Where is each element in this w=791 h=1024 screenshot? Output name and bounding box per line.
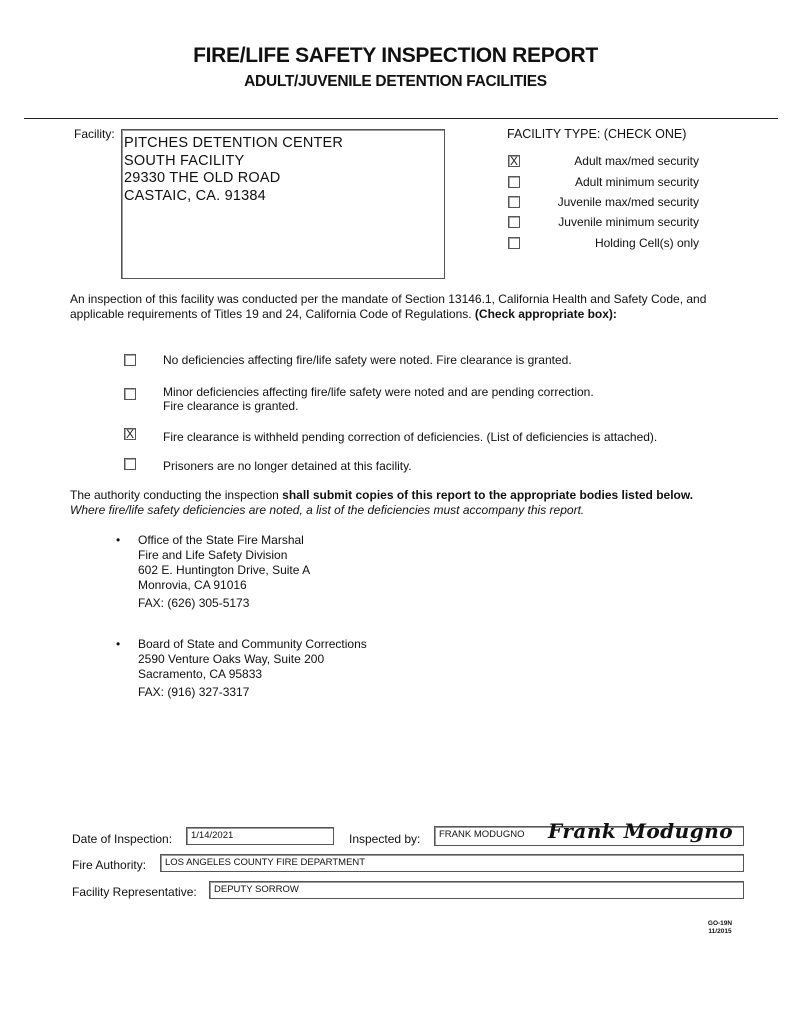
finding-checkbox-no-deficiencies[interactable] bbox=[124, 354, 136, 366]
inspected-by-label: Inspected by: bbox=[349, 832, 421, 846]
finding-label: Prisoners are no longer detained at this facility. bbox=[163, 459, 412, 473]
address-line: 602 E. Huntington Drive, Suite A bbox=[138, 563, 311, 577]
facility-line: SOUTH FACILITY bbox=[124, 152, 245, 169]
address-line: Sacramento, CA 95833 bbox=[138, 667, 263, 681]
facility-line: PITCHES DETENTION CENTER bbox=[124, 135, 344, 151]
inspector-signature: Frank Modugno bbox=[548, 819, 734, 843]
facility-type-title: FACILITY TYPE: (CHECK ONE) bbox=[507, 127, 687, 141]
inspection-mandate-text bbox=[70, 292, 710, 322]
finding-label bbox=[163, 385, 723, 413]
facility-type-checkbox-adult-max-med[interactable]: X bbox=[509, 154, 518, 168]
bullet-icon: • bbox=[116, 637, 121, 651]
facility-type-checkbox-juvenile-max-med[interactable] bbox=[508, 196, 520, 208]
facility-type-label: Holding Cell(s) only bbox=[594, 236, 699, 250]
mandate-text: An inspection of this facility was conducted per the mandate of Section 13146.1, California Health and Safety Code, and applicable requirements of Titles 19 and 24, California Code of Regulations. bbox=[70, 292, 707, 321]
facility-type-label: Juvenile minimum security bbox=[558, 215, 699, 229]
authority-text: The authority conducting the inspection bbox=[70, 488, 283, 502]
form-date: 11/2015 bbox=[708, 928, 732, 935]
facility-type-checkbox-holding-cells[interactable] bbox=[508, 237, 520, 249]
fire-authority-label: Fire Authority: bbox=[72, 858, 147, 872]
address-line: Fire and Life Safety Division bbox=[138, 548, 288, 562]
facility-type-checkbox-juvenile-minimum[interactable] bbox=[508, 216, 520, 228]
facility-type-checkbox-adult-minimum[interactable] bbox=[508, 176, 520, 188]
facility-line: CASTAIC, CA. 91384 bbox=[124, 187, 266, 204]
address-line: Office of the State Fire Marshal bbox=[138, 533, 304, 547]
facility-representative-label: Facility Representative: bbox=[72, 885, 197, 899]
facility-label: Facility: bbox=[74, 127, 115, 141]
finding-label-line: Fire clearance is granted. bbox=[163, 399, 299, 413]
form-code: GO-19N bbox=[707, 920, 733, 927]
recipient-address-bscc bbox=[138, 637, 367, 700]
inspector-name: FRANK MODUGNO bbox=[439, 829, 525, 840]
header-divider bbox=[24, 118, 778, 119]
facility-type-label: Adult max/med security bbox=[574, 154, 699, 168]
finding-checkbox-minor-deficiencies[interactable] bbox=[124, 388, 136, 400]
fire-authority-field[interactable]: LOS ANGELES COUNTY FIRE DEPARTMENT bbox=[160, 854, 744, 872]
authority-italic-text: Where fire/life safety deficiencies are noted, a list of the deficiencies must accompany this report. bbox=[70, 503, 585, 517]
report-title: FIRE/LIFE SAFETY INSPECTION REPORT bbox=[193, 44, 598, 67]
authority-bold-text: shall submit copies of this report to the appropriate bodies listed below. bbox=[282, 488, 694, 502]
fax-number: FAX: (916) 327-3317 bbox=[138, 685, 250, 699]
bullet-icon: • bbox=[116, 533, 121, 547]
address-line: Monrovia, CA 91016 bbox=[138, 578, 247, 592]
facility-type-label: Juvenile max/med security bbox=[557, 195, 699, 209]
finding-label: Fire clearance is withheld pending correction of deficiencies. (List of deficiencies is attached). bbox=[163, 430, 658, 444]
facility-field[interactable] bbox=[121, 129, 445, 279]
fax-number: FAX: (626) 305-5173 bbox=[138, 596, 250, 610]
finding-label: No deficiencies affecting fire/life safety were noted. Fire clearance is granted. bbox=[163, 353, 572, 367]
mandate-instruction: (Check appropriate box): bbox=[474, 307, 617, 321]
recipient-address-fire-marshal bbox=[138, 533, 310, 611]
date-of-inspection-label: Date of Inspection: bbox=[72, 832, 173, 846]
date-of-inspection-field[interactable]: 1/14/2021 bbox=[186, 827, 334, 845]
facility-line: 29330 THE OLD ROAD bbox=[124, 170, 281, 186]
form-number bbox=[690, 920, 750, 936]
report-subtitle: ADULT/JUVENILE DETENTION FACILITIES bbox=[244, 73, 547, 90]
finding-label-line: Minor deficiencies affecting fire/life safety were noted and are pending correction. bbox=[163, 385, 594, 399]
facility-type-label: Adult minimum security bbox=[574, 175, 699, 189]
finding-checkbox-clearance-withheld[interactable]: X bbox=[125, 427, 134, 441]
address-line: 2590 Venture Oaks Way, Suite 200 bbox=[138, 652, 325, 666]
finding-checkbox-no-prisoners[interactable] bbox=[124, 458, 136, 470]
address-line: Board of State and Community Corrections bbox=[138, 637, 367, 651]
facility-representative-field[interactable]: DEPUTY SORROW bbox=[209, 881, 744, 899]
authority-instructions bbox=[70, 488, 730, 518]
